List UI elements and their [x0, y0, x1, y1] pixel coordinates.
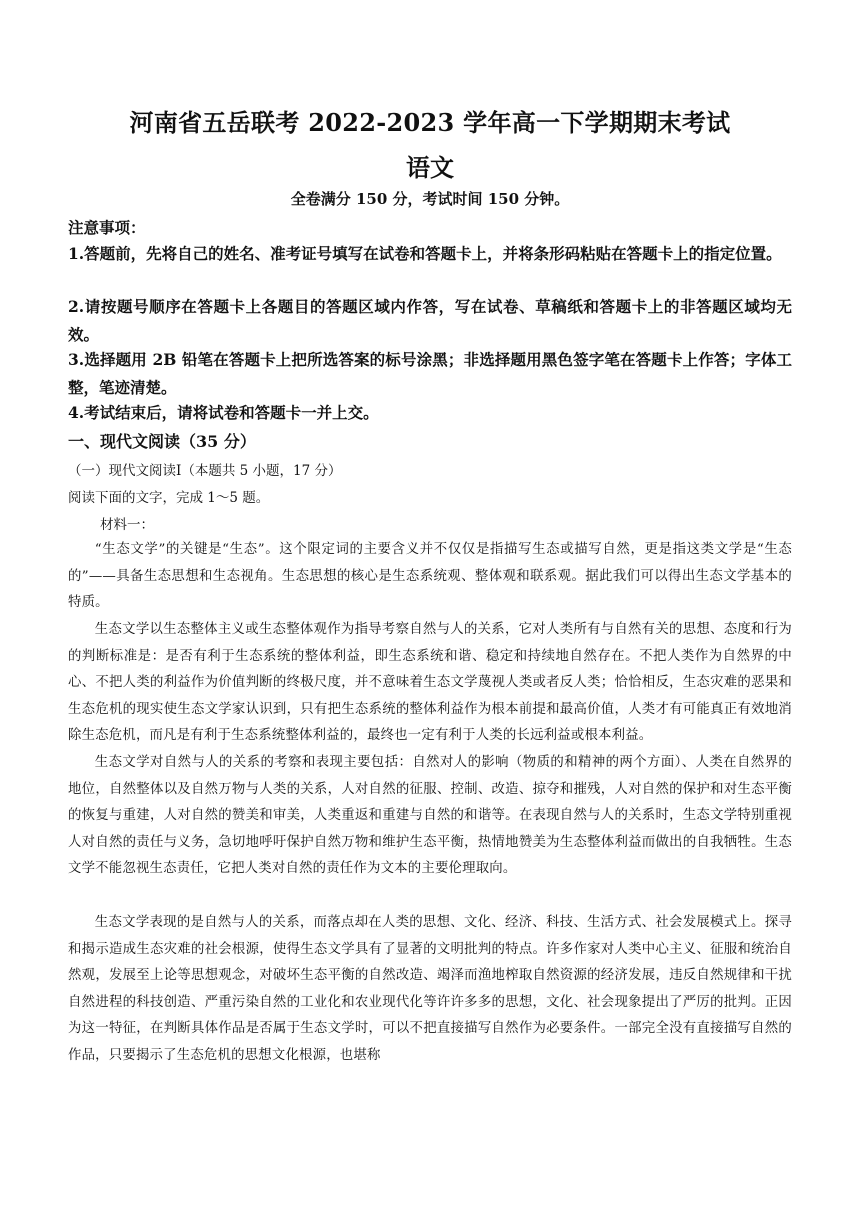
notice-item: 1.答题前，先将自己的姓名、准考证号填写在试卷和答题卡上，并将条形码粘贴在答题卡上的指定位置。 [68, 244, 782, 263]
passage-paragraph: 生态文学以生态整体主义或生态整体观作为指导考察自然与人的关系，它对人类所有与自然有关的思想、态度和行为的判断标准是：是否有利于生态系统的整体利益，即生态系统和谐、稳定和持续地自然存在。不把人类作为自然界的中心、不把人类的利益作为价值判断的终极尺度，并不意味着生态文学蔑视人类或者反人类；恰恰相反，生态灾难的恶果和生态危机的现实使生态文学家认识到，只有把生态系统的整体利益作为根本前提和最高价值，人类才有可能真正有效地消除生态危机，而凡是有利于生态系统整体利益的，最终也一定有利于人类的长远利益或根本利益。 [68, 622, 792, 743]
score-info: 全卷满分 150 分，考试时间 150 分钟。 [290, 190, 570, 208]
notes-heading: 注意事项： [68, 218, 146, 237]
exam-title: 河南省五岳联考 2022-2023 学年高一下学期期末考试 [129, 108, 731, 137]
section-subheading: （一）现代文阅读Ⅰ（本题共 5 小题，17 分） [68, 463, 342, 479]
passage-paragraph: 生态文学对自然与人的关系的考察和表现主要包括：自然对人的影响（物质的和精神的两个方面）、人类在自然界的地位，自然整体以及自然万物与人类的关系，人对自然的征服、控制、改造、掠夺和摧残，人对自然的保护和对生态平衡的恢复与重建，人对自然的赞美和审美，人类重返和重建与自然的和谐等。在表现自然与人的关系时，生态文学特别重视人对自然的责任与义务，急切地呼吁保护自然万物和维护生态平衡，热情地赞美为生态整体利益而做出的自我牺牲。生态文学不能忽视生态责任，它把人类对自然的责任作为文本的主要伦理取向。 [68, 755, 792, 876]
passage-paragraph: 生态文学表现的是自然与人的关系，而落点却在人类的思想、文化、经济、科技、生活方式、社会发展模式上。探寻和揭示造成生态灾难的社会根源，使得生态文学具有了显著的文明批判的特点。许多作家对人类中心主义、征服和统治自然观，发展至上论等思想观念，对破坏生态平衡的自然改造、竭泽而渔地榨取自然资源的经济发展，违反自然规律和干扰自然进程的科技创造、严重污染自然的工业化和农业现代化等许许多多的思想，文化、社会现象提出了严厉的批判。正因为这一特征，在判断具体作品是否属于生态文学时，可以不把直接描写自然作为必要条件。一部完全没有直接描写自然的作品，只要揭示了生态危机的思想文化根源，也堪称 [68, 915, 792, 1063]
reading-instruction: 阅读下面的文字，完成 1～5 题。 [68, 490, 270, 506]
notice-item: 2.请按题号顺序在答题卡上各题目的答题区域内作答，写在试卷、草稿纸和答题卡上的非答题区域均无效。 [68, 297, 792, 344]
material-label: 材料一： [100, 517, 154, 533]
notice-item: 3.选择题用 2B 铅笔在答题卡上把所选答案的标号涂黑；非选择题用黑色签字笔在答题卡上作答；字体工整，笔迹清楚。 [68, 350, 792, 397]
section-heading: 一、现代文阅读（35 分） [68, 432, 256, 451]
passage-paragraph: “生态文学”的关键是“生态”。这个限定词的主要含义并不仅仅是指描写生态或描写自然，更是指这类文学是“生态的”——具备生态思想和生态视角。生态思想的核心是生态系统观、整体观和联系观。据此我们可以得出生态文学基本的特质。 [68, 542, 792, 610]
notice-item: 4.考试结束后，请将试卷和答题卡一并上交。 [68, 403, 379, 422]
exam-subject: 语文 [406, 153, 454, 182]
